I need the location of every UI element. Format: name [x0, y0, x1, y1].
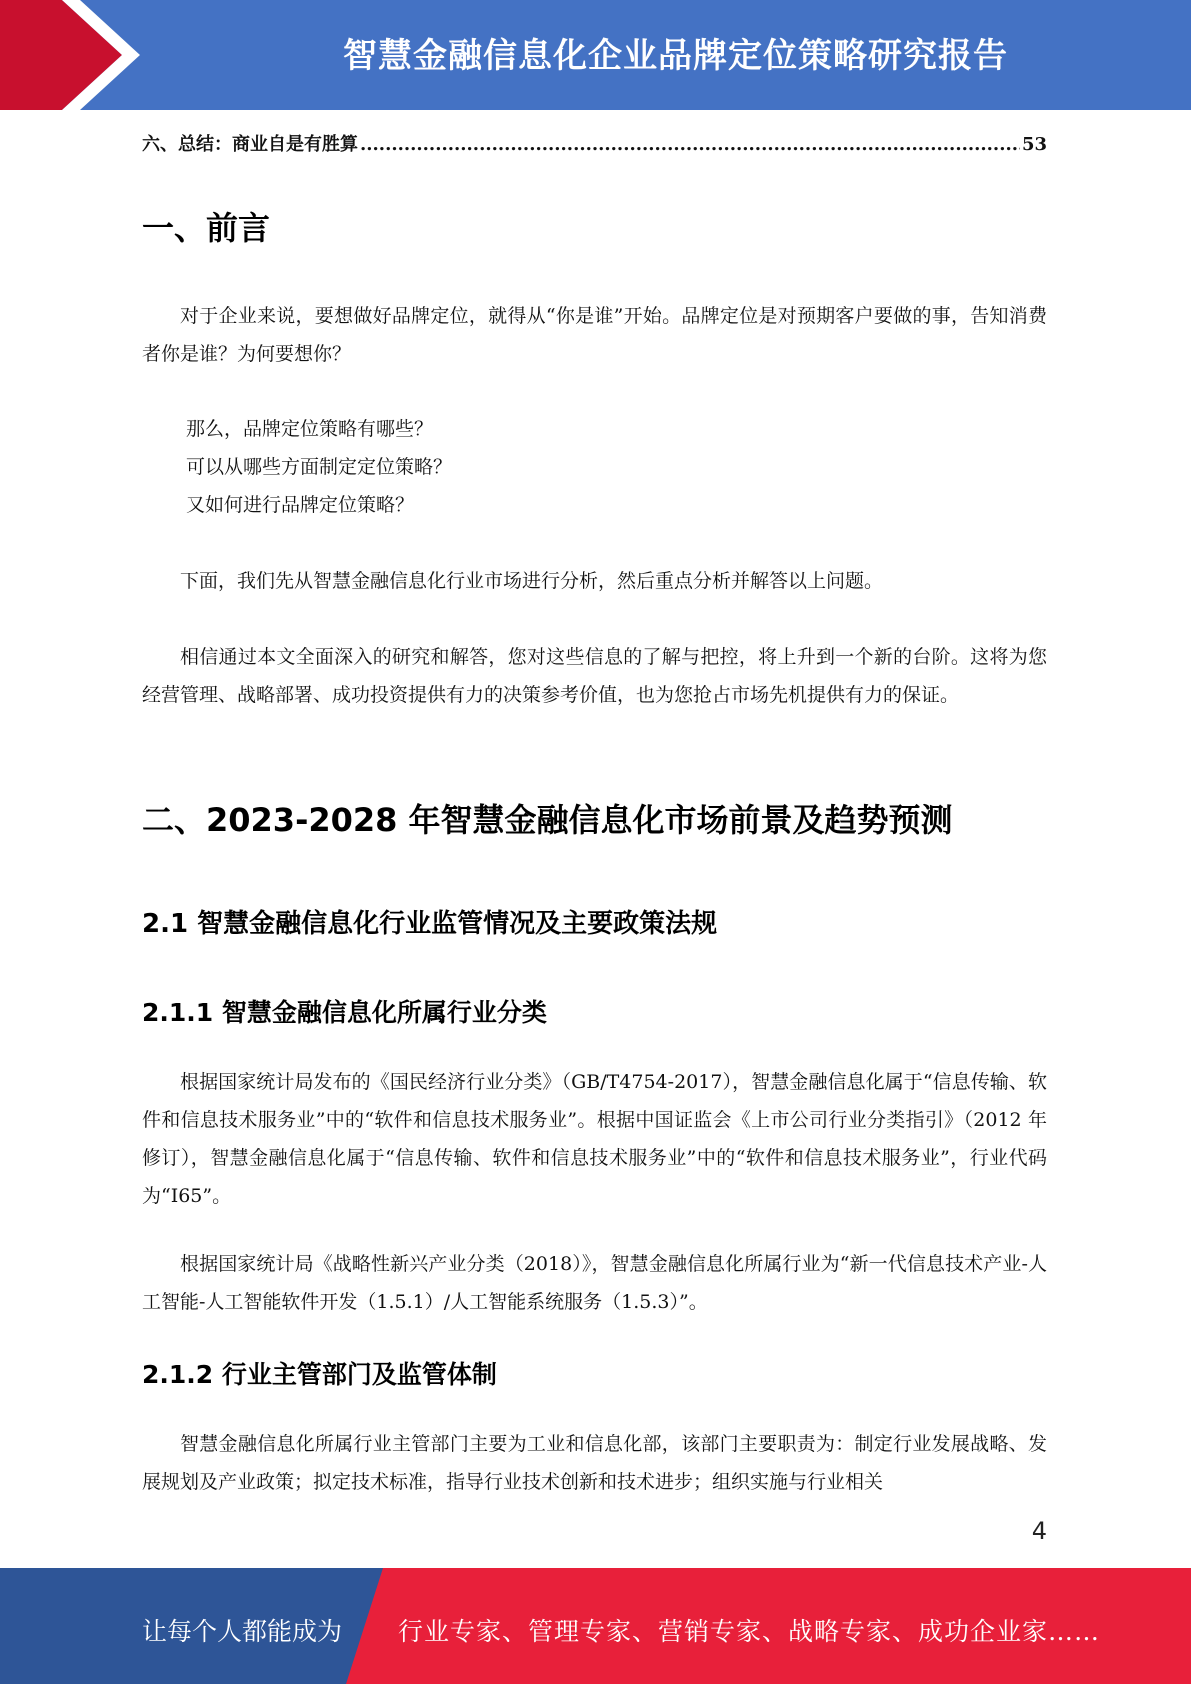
page-header	[0, 0, 1191, 110]
subsection-heading: 2.1.2 行业主管部门及监管体制	[142, 1360, 497, 1389]
page-number: 4	[1031, 1517, 1047, 1545]
toc-entry-label: 六、总结：商业自是有胜算	[142, 134, 358, 155]
report-title: 智慧金融信息化企业品牌定位策略研究报告	[343, 36, 1008, 76]
toc-leader-dots	[360, 134, 1020, 155]
question-line: 那么，品牌定位策略有哪些？	[186, 418, 434, 440]
question-line: 可以从哪些方面制定定位策略？	[186, 456, 453, 478]
footer-slogan-left: 让每个人都能成为	[142, 1617, 343, 1646]
paragraph: 相信通过本文全面深入的研究和解答，您对这些信息的了解与把控，将上升到一个新的台阶。这将为您经营管理、战略部署、成功投资提供有力的决策参考价值，也为您抢占市场先机提供有力的保证。	[142, 646, 1047, 706]
question-line: 又如何进行品牌定位策略？	[186, 494, 415, 516]
toc-entry[interactable]	[142, 130, 1047, 156]
paragraph: 根据国家统计局《战略性新兴产业分类（2018）》，智慧金融信息化所属行业为“新一代信息技术产业-人工智能-人工智能软件开发（1.5.1）/人工智能系统服务（1.5.3）”。	[142, 1253, 1047, 1313]
paragraph: 对于企业来说，要想做好品牌定位，就得从“你是谁”开始。品牌定位是对预期客户要做的事，告知消费者你是谁？为何要想你？	[142, 305, 1047, 365]
footer-slogan-right: 行业专家、管理专家、营销专家、战略专家、成功企业家……	[398, 1617, 1101, 1646]
subsection-heading: 2.1 智慧金融信息化行业监管情况及主要政策法规	[142, 909, 718, 939]
paragraph: 智慧金融信息化所属行业主管部门主要为工业和信息化部，该部门主要职责为：制定行业发展战略、发展规划及产业政策；拟定技术标准，指导行业技术创新和技术进步；组织实施与行业相关	[142, 1433, 1047, 1493]
paragraph: 下面，我们先从智慧金融信息化行业市场进行分析，然后重点分析并解答以上问题。	[180, 570, 884, 592]
section-heading-preface: 一、前言	[142, 209, 271, 247]
page-footer	[0, 1568, 1191, 1684]
paragraph: 根据国家统计局发布的《国民经济行业分类》（GB/T4754-2017），智慧金融信息化属于“信息传输、软件和信息技术服务业”中的“软件和信息技术服务业”。根据中国证监会《上市公司行业分类指引》（2012 年修订），智慧金融信息化属于“信息传输、软件和信息技术服务业”中的“软件和信息技术服务业”，行业代码为“I65”。	[142, 1071, 1047, 1207]
toc-entry-page: 53	[1021, 134, 1047, 155]
subsection-heading: 2.1.1 智慧金融信息化所属行业分类	[142, 998, 547, 1027]
section-heading-market-outlook: 二、2023-2028 年智慧金融信息化市场前景及趋势预测	[142, 801, 953, 839]
